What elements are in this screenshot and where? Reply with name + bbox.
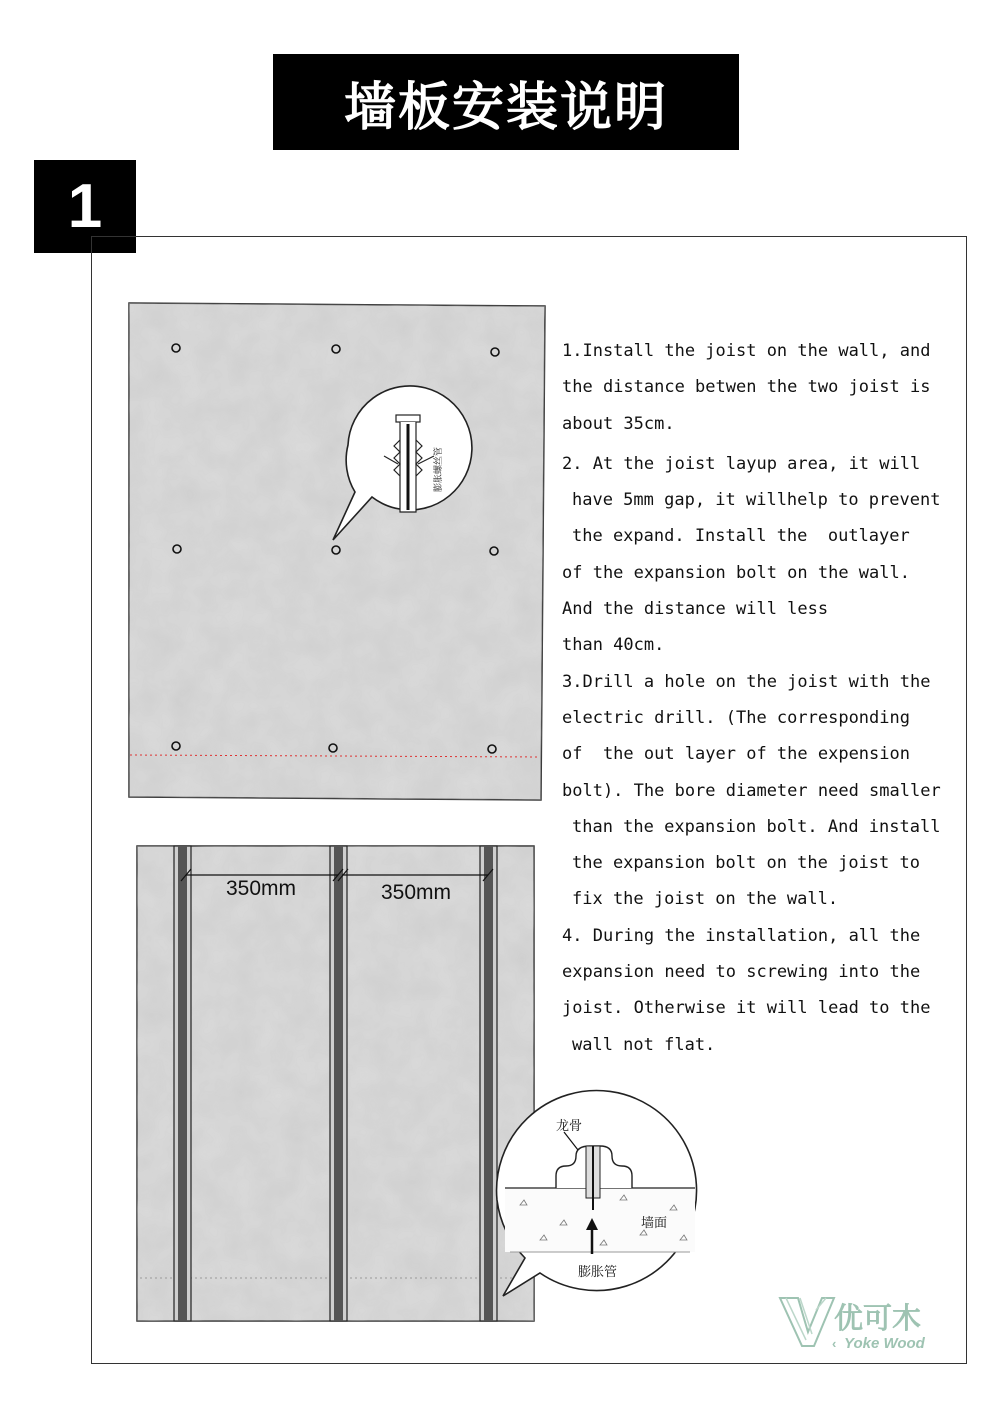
instruction-line: bolt). The bore diameter need smaller xyxy=(562,780,941,801)
logo-brand-cn: 优可木 xyxy=(834,1301,922,1335)
svg-text:‹: ‹ xyxy=(832,1336,837,1351)
callout-expansion-tube-label: 膨胀螺丝管 xyxy=(434,446,444,492)
instructions-text xyxy=(562,333,972,1063)
instruction-line: of the out layer of the expension xyxy=(562,744,910,765)
instruction-line: the expansion bolt on the joist to xyxy=(572,853,920,874)
joist xyxy=(174,846,191,1321)
instruction-line: wall not flat. xyxy=(572,1034,716,1055)
callout-cross-section xyxy=(497,1091,697,1296)
instruction-line: than the expansion bolt. And install xyxy=(572,816,941,837)
instruction-line: 1.Install the joist on the wall, and xyxy=(562,341,931,361)
instruction-line: joist. Otherwise it will lead to the xyxy=(562,998,931,1019)
instruction-line: the distance betwen the two joist is xyxy=(562,377,931,398)
instruction-line: expansion need to screwing into the xyxy=(562,962,921,983)
joist xyxy=(330,846,347,1321)
instruction-line: fix the joist on the wall. xyxy=(572,889,839,910)
joist xyxy=(480,846,497,1321)
instruction-line: the expand. Install the outlayer xyxy=(572,526,910,547)
instruction-line: of the expansion bolt on the wall. xyxy=(562,562,910,583)
instruction-line: have 5mm gap, it willhelp to prevent xyxy=(572,490,941,511)
instruction-line: electric drill. (The corresponding xyxy=(562,707,910,728)
page-title: 墙板安装说明 xyxy=(273,54,739,150)
instruction-line: And the distance will less xyxy=(562,599,829,620)
wall-label: 墙面 xyxy=(641,1216,668,1231)
logo-brand-en: Yoke Wood xyxy=(844,1335,925,1352)
dimension-label-left: 350mm xyxy=(226,877,297,900)
instruction-line: than 40cm. xyxy=(562,635,665,656)
instruction-line: 4. During the installation, all the xyxy=(562,925,921,946)
joist-label: 龙骨 xyxy=(556,1119,583,1134)
tube-label: 膨胀管 xyxy=(578,1265,618,1280)
instruction-line: about 35cm. xyxy=(562,413,675,434)
step-number-badge: 1 xyxy=(34,160,136,253)
wall-panel-bottom xyxy=(137,846,534,1321)
instruction-line: 3.Drill a hole on the joist with the xyxy=(562,671,931,692)
instruction-line: 2. At the joist layup area, it will xyxy=(562,453,921,474)
logo-mark-icon xyxy=(778,1290,948,1352)
wall-panel-top xyxy=(129,303,545,800)
brand-logo xyxy=(778,1290,948,1352)
dimension-label-right: 350mm xyxy=(381,881,452,904)
